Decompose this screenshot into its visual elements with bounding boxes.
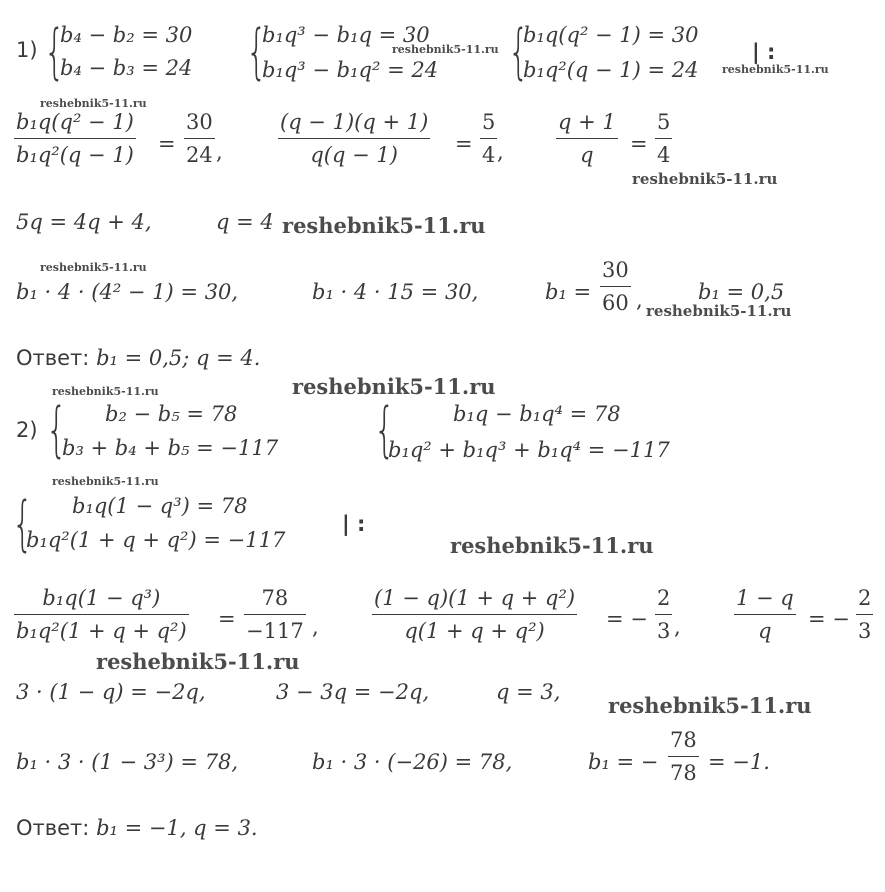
fraction-denominator: b₁q²(1 + q + q²)	[16, 619, 187, 643]
minus-equals: = −	[606, 607, 648, 631]
comma: ,	[636, 288, 643, 312]
fraction	[14, 112, 136, 166]
watermark: reshebnik5-11.ru	[52, 475, 159, 488]
fraction-numerator: (1 − q)(1 + q + q²)	[374, 586, 576, 610]
watermark: reshebnik5-11.ru	[450, 533, 654, 558]
fraction-denominator: 60	[602, 291, 629, 315]
fraction-numerator: q + 1	[558, 110, 616, 134]
fraction-numerator: 2	[858, 586, 872, 610]
comma: ,	[312, 615, 319, 639]
fraction-numerator: 78	[670, 728, 697, 752]
watermark: reshebnik5-11.ru	[632, 170, 778, 188]
divide-mark: | :	[342, 512, 366, 536]
fraction-numerator: b₁q(q² − 1)	[16, 110, 134, 134]
brace: {	[508, 17, 530, 87]
fraction-denominator: q	[758, 619, 772, 643]
watermark: reshebnik5-11.ru	[292, 374, 496, 399]
equals-sign: =	[158, 132, 176, 156]
fraction	[14, 588, 189, 642]
fraction	[734, 588, 796, 642]
answer-label: Ответ:	[16, 816, 90, 840]
equation-line: b₁ · 4 · (4² − 1) = 30,	[16, 280, 239, 304]
equals-sign: =	[630, 132, 648, 156]
fraction-denominator: b₁q²(q − 1)	[16, 143, 134, 167]
watermark: reshebnik5-11.ru	[282, 213, 486, 238]
watermark: reshebnik5-11.ru	[40, 97, 147, 110]
brace: {	[46, 395, 68, 465]
minus-equals: = −	[808, 607, 850, 631]
fraction-denominator: 4	[657, 143, 671, 167]
fraction-denominator: 78	[670, 761, 697, 785]
watermark: reshebnik5-11.ru	[608, 693, 812, 718]
part2-label: 2)	[16, 418, 38, 442]
fraction-denominator: 3	[858, 619, 872, 643]
equation-line: b₁ · 3 · (1 − 3³) = 78,	[16, 750, 239, 774]
fraction-denominator: 3	[657, 619, 671, 643]
fraction-numerator: 30	[602, 258, 629, 282]
watermark: reshebnik5-11.ru	[722, 63, 829, 76]
fraction-numerator: 2	[657, 586, 671, 610]
answer-value: b₁ = 0,5; q = 4.	[96, 346, 261, 370]
brace: {	[12, 489, 34, 559]
equation-line: b₁q³ − b₁q = 30	[262, 23, 430, 47]
fraction-denominator: 24	[186, 143, 213, 167]
fraction	[856, 588, 873, 642]
fraction	[668, 730, 699, 784]
fraction-denominator: −117	[246, 619, 304, 643]
answer-line	[16, 818, 258, 839]
equation-line: q = 4	[216, 210, 274, 234]
brace: {	[246, 17, 268, 87]
watermark: reshebnik5-11.ru	[40, 261, 147, 274]
equation-line: b₄ − b₂ = 30	[60, 23, 193, 47]
comma: ,	[674, 615, 681, 639]
equation-line: 3 · (1 − q) = −2q,	[16, 680, 206, 704]
equals-sign: =	[218, 607, 236, 631]
equation-line: b₄ − b₃ = 24	[60, 56, 193, 80]
equation-line: b₁ = −	[588, 750, 659, 774]
fraction-numerator: 5	[482, 110, 496, 134]
equation-line: b₂ − b₅ = 78	[105, 402, 238, 426]
equation-line: b₁ · 4 · 15 = 30,	[312, 280, 479, 304]
equation-line: b₁q²(q − 1) = 24	[523, 58, 699, 82]
equation-line: b₁ · 3 · (−26) = 78,	[312, 750, 513, 774]
watermark: reshebnik5-11.ru	[392, 43, 499, 56]
equation-line: q = 3,	[496, 680, 561, 704]
equation-line: 3 − 3q = −2q,	[276, 680, 430, 704]
fraction	[556, 112, 618, 166]
fraction-numerator: (q − 1)(q + 1)	[280, 110, 429, 134]
fraction-numerator: 78	[261, 586, 289, 610]
fraction-numerator: 1 − q	[736, 586, 794, 610]
equals-sign: =	[455, 132, 473, 156]
fraction	[372, 588, 577, 642]
fraction-denominator: q(q − 1)	[310, 143, 398, 167]
answer-value: b₁ = −1, q = 3.	[96, 816, 258, 840]
fraction	[244, 588, 306, 642]
equation-line: b₁q³ − b₁q² = 24	[262, 58, 439, 82]
answer-line	[16, 348, 260, 369]
watermark: reshebnik5-11.ru	[646, 302, 792, 320]
watermark: reshebnik5-11.ru	[96, 649, 300, 674]
comma: ,	[216, 140, 223, 164]
equation-line: b₁q² + b₁q³ + b₁q⁴ = −117	[388, 438, 670, 462]
fraction	[278, 112, 430, 166]
equation-line: b₁ = 0,5	[698, 280, 785, 304]
brace: {	[44, 17, 66, 87]
equation-line: 5q = 4q + 4,	[16, 210, 152, 234]
fraction-numerator: 30	[186, 110, 213, 134]
fraction	[600, 260, 631, 314]
brace: {	[374, 395, 396, 465]
fraction	[655, 112, 672, 166]
equation-line: b₁q(q² − 1) = 30	[523, 23, 699, 47]
fraction	[480, 112, 497, 166]
fraction-numerator: 5	[657, 110, 671, 134]
fraction-numerator: b₁q(1 − q³)	[42, 586, 161, 610]
equation-line: b₁q²(1 + q + q²) = −117	[26, 528, 286, 552]
fraction	[184, 112, 215, 166]
fraction	[655, 588, 672, 642]
fraction-denominator: q(1 + q + q²)	[404, 619, 545, 643]
watermark: reshebnik5-11.ru	[52, 385, 159, 398]
equation-line: b₁q − b₁q⁴ = 78	[453, 402, 621, 426]
equation-line: b₃ + b₄ + b₅ = −117	[62, 436, 279, 460]
divide-mark: | :	[752, 40, 776, 64]
equation-line: b₁ =	[545, 280, 592, 304]
fraction-denominator: 4	[482, 143, 496, 167]
comma: ,	[497, 140, 504, 164]
equation-line: b₁q(1 − q³) = 78	[72, 494, 248, 518]
part1-label: 1)	[16, 38, 38, 62]
fraction-denominator: q	[580, 143, 594, 167]
equation-line: = −1.	[708, 750, 770, 774]
answer-label: Ответ:	[16, 346, 90, 370]
